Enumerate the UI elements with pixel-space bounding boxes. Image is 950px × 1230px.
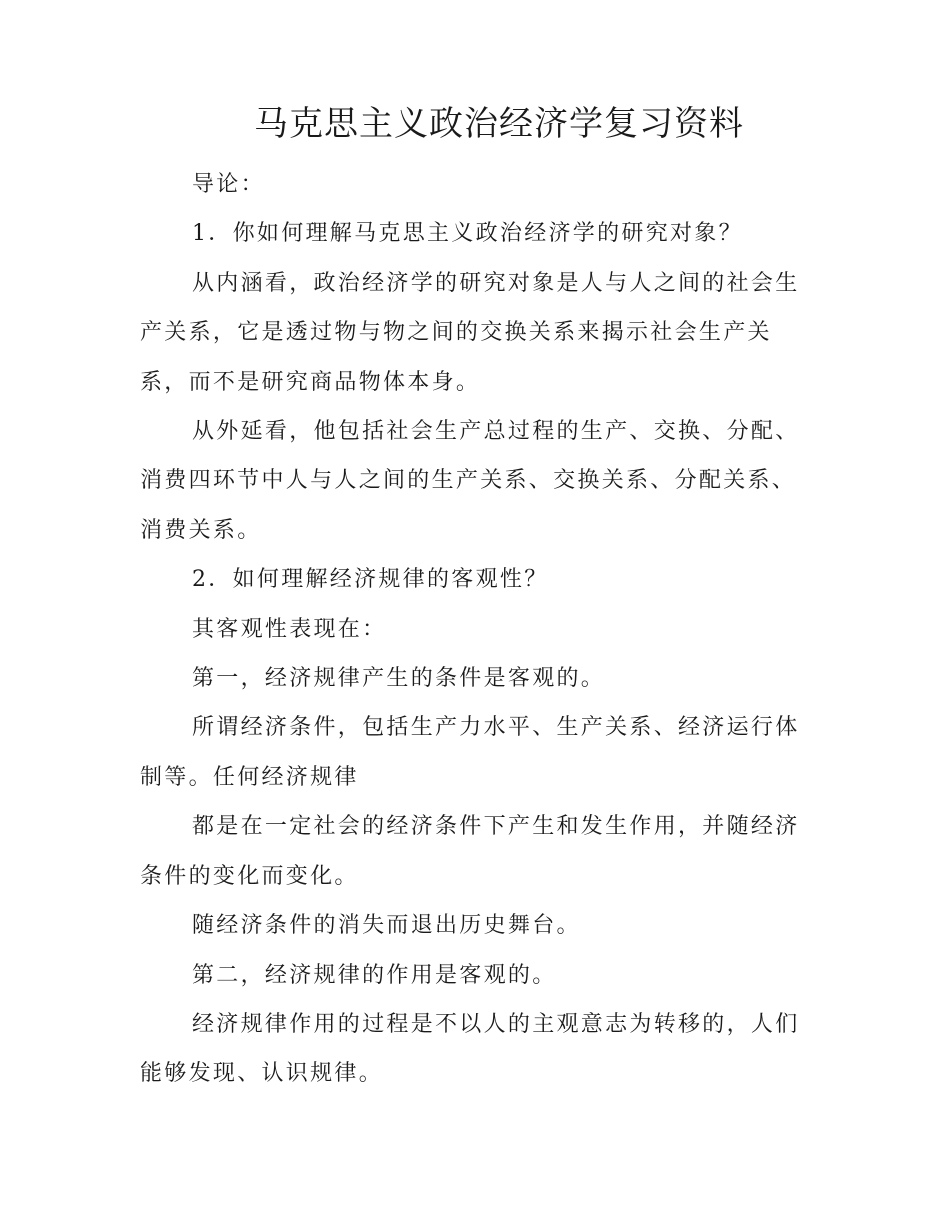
- document-title: 马克思主义政治经济学复习资料: [254, 104, 744, 144]
- paragraph-connotation: 从内涵看，政治经济学的研究对象是人与人之间的社会生产关系，它是透过物与物之间的交换关系来揭示社会生产关系，而不是研究商品物体本身。: [140, 270, 800, 395]
- paragraph-economic-conditions: 所谓经济条件，包括生产力水平、生产关系、经济运行体制等。任何经济规律: [140, 715, 800, 790]
- paragraph-question-2: 2．如何理解经济规律的客观性？: [192, 567, 549, 593]
- paragraph-conditions-change: 都是在一定社会的经济条件下产生和发生作用，并随经济条件的变化而变化。: [140, 814, 800, 889]
- paragraph-law-process: 经济规律作用的过程是不以人的主观意志为转移的，人们能够发现、认识规律。: [140, 1011, 800, 1087]
- document-body: [140, 160, 820, 1099]
- paragraph-objectivity-intro: 其客观性表现在：: [192, 616, 387, 642]
- paragraph-point-1: 第一，经济规律产生的条件是客观的。: [192, 666, 606, 692]
- paragraph-point-2: 第二，经济规律的作用是客观的。: [192, 962, 557, 988]
- paragraph-question-1: 1．你如何理解马克思主义政治经济学的研究对象？: [192, 221, 743, 247]
- paragraph-extension: 从外延看，他包括社会生产总过程的生产、交换、分配、消费四环节中人与人之间的生产关系、交换关系、分配关系、消费关系。: [140, 419, 800, 543]
- paragraph-conditions-disappear: 随经济条件的消失而退出历史舞台。: [192, 913, 581, 939]
- paragraph-intro-heading: 导论：: [192, 172, 265, 197]
